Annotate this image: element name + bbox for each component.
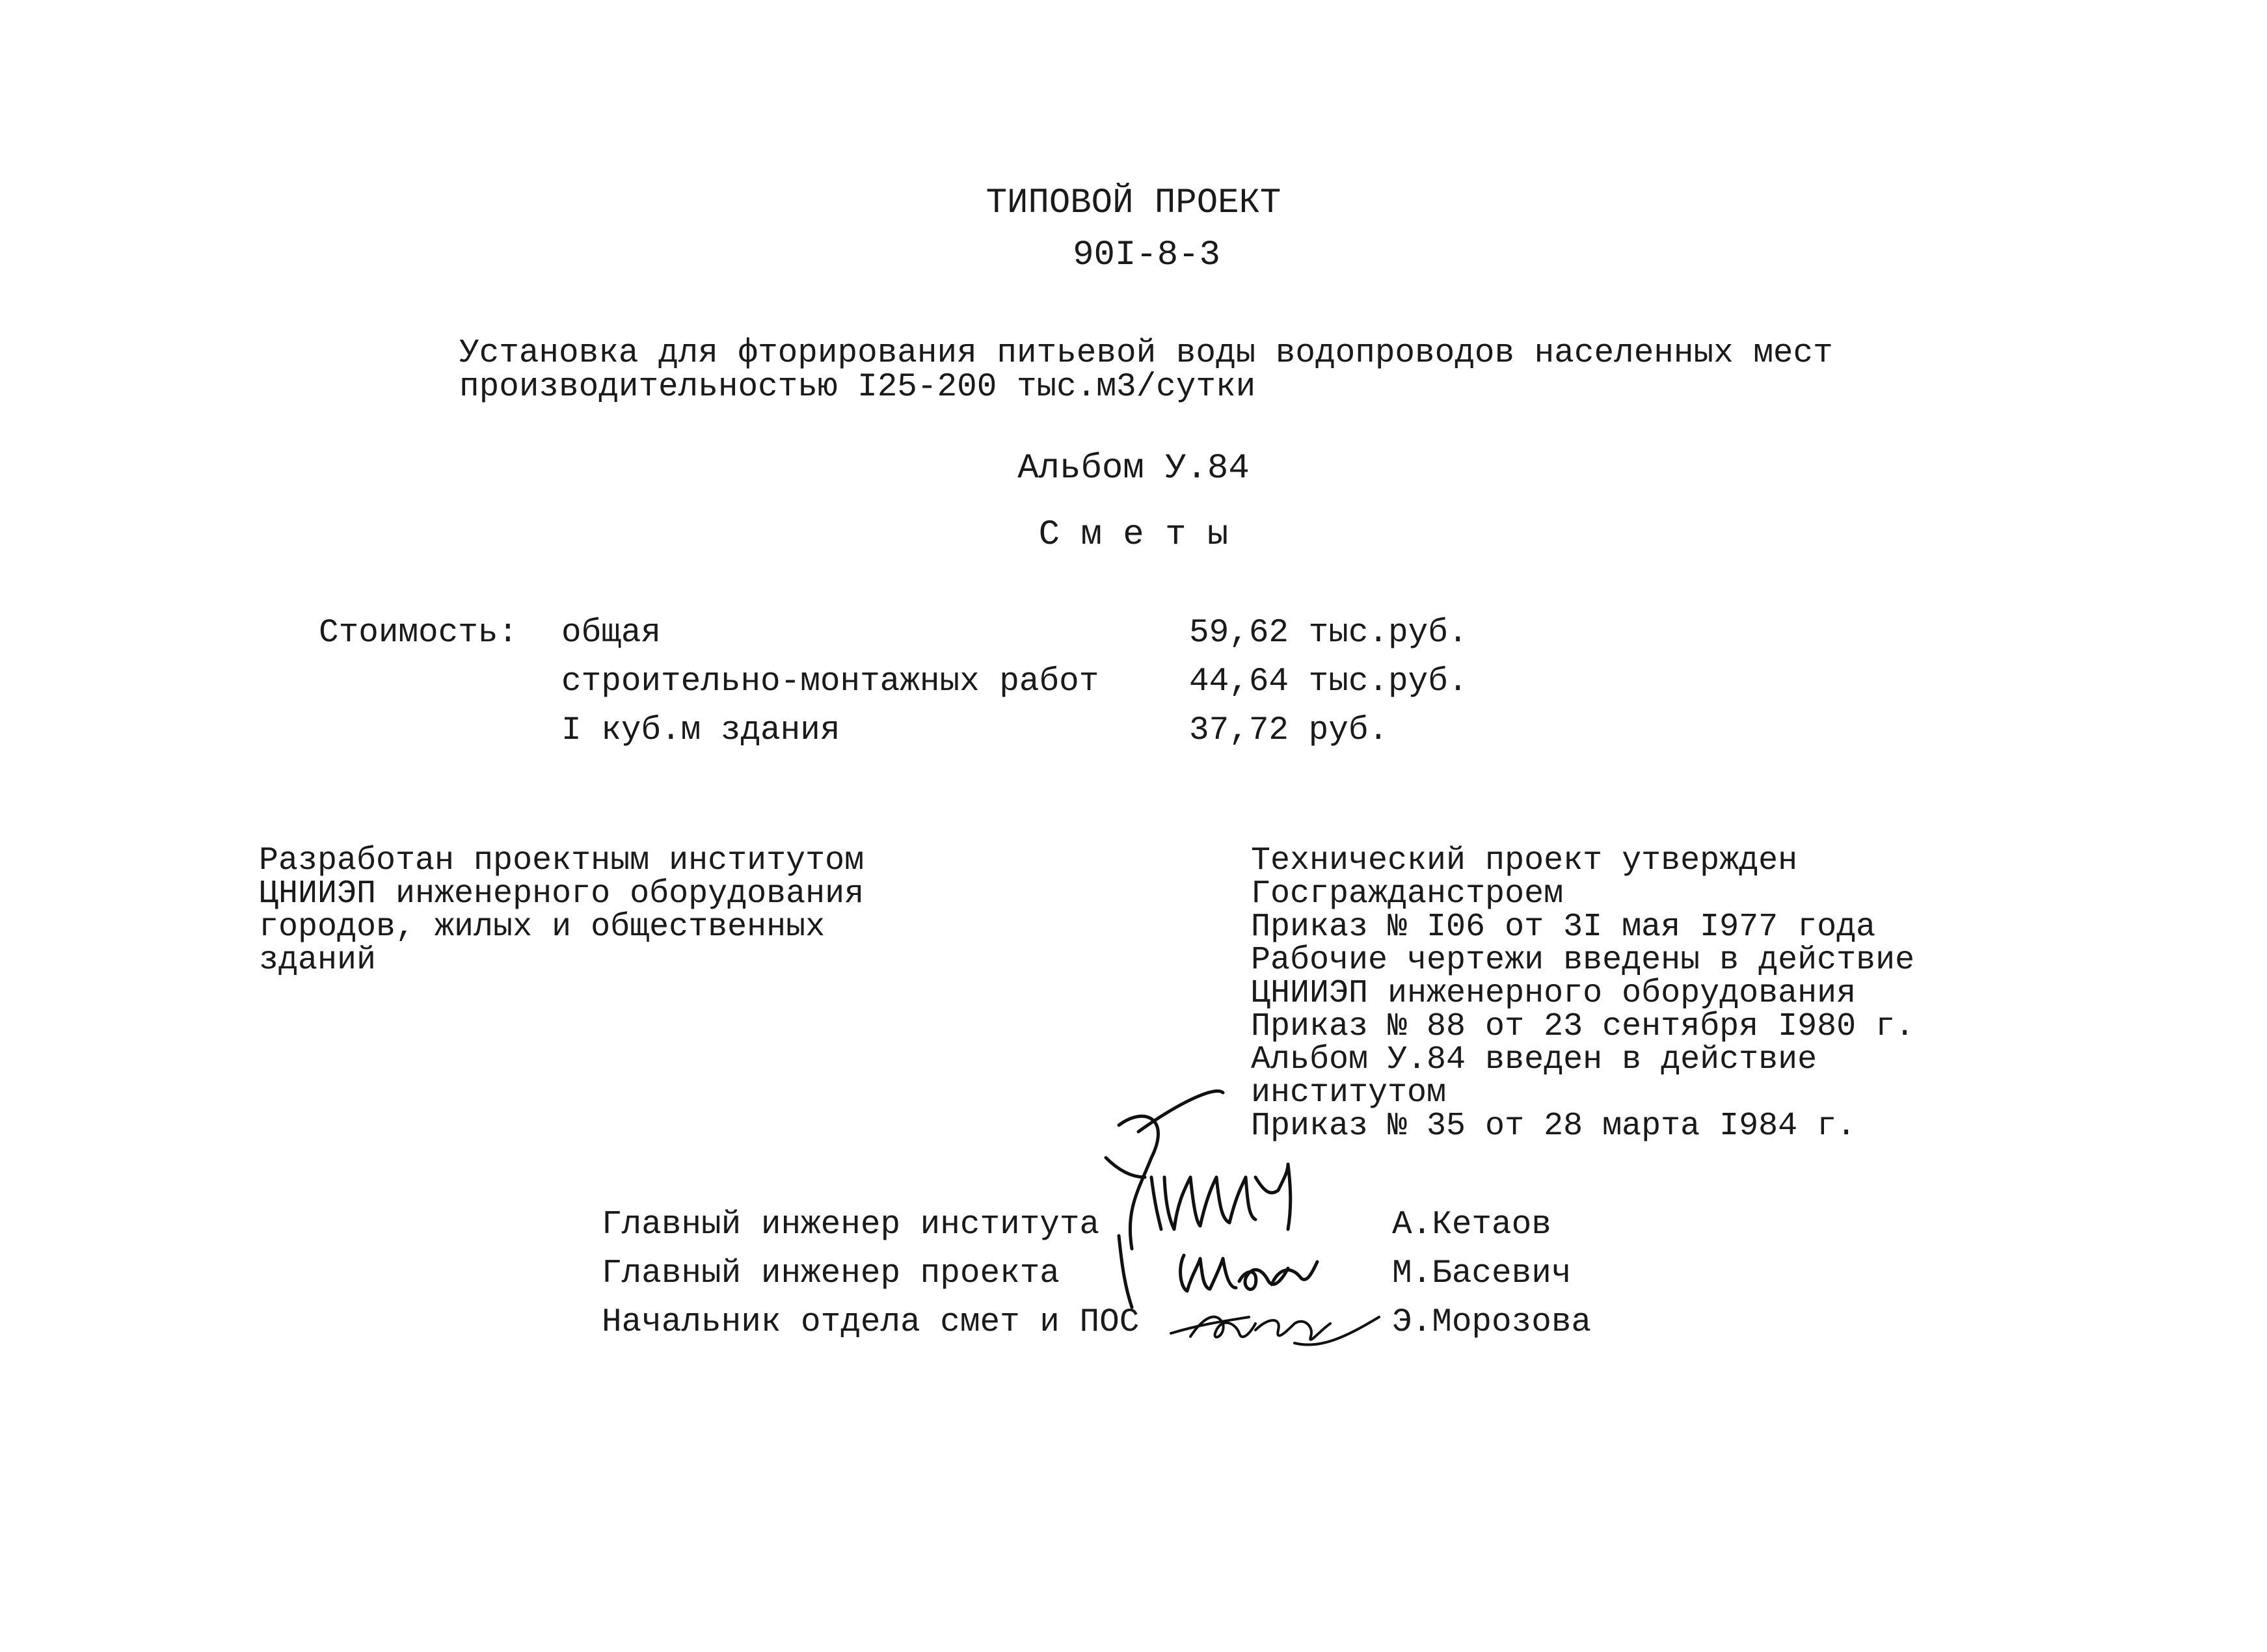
cost-name: общая	[561, 615, 662, 652]
cost-value: 44,64 тыс.руб.	[1189, 663, 1468, 700]
developer-line: Разработан проектным институтом	[259, 842, 865, 879]
section-title: С м е т ы	[1038, 515, 1229, 555]
approval-line: ЦНИИЭП инженерного оборудования	[1251, 975, 1857, 1012]
approval-line: Альбом У.84 введен в действие	[1251, 1041, 1818, 1078]
signature-head-estimates	[1164, 1291, 1399, 1369]
signatory-name: А.Кетаов	[1392, 1206, 1551, 1244]
approval-line: Госгражданстроем	[1251, 875, 1564, 913]
cost-name: I куб.м здания	[561, 712, 840, 749]
project-number: 90I-8-3	[1073, 235, 1220, 275]
developer-line: городов, жилых и общественных	[259, 909, 825, 946]
cost-value: 59,62 тыс.руб.	[1189, 615, 1468, 652]
approval-line: Рабочие чертежи введены в действие	[1251, 942, 1915, 979]
approval-line: институтом	[1251, 1074, 1447, 1112]
cost-value: 37,72 руб.	[1189, 712, 1389, 749]
cost-label: Стоимость:	[319, 615, 518, 652]
album-label: Альбом У.84	[1017, 449, 1250, 488]
developer-line: ЦНИИЭП инженерного оборудования	[259, 875, 865, 913]
signatory-name: М.Басевич	[1392, 1255, 1572, 1292]
approval-line: Приказ № 88 от 23 сентября I980 г.	[1251, 1008, 1915, 1045]
signatory-role: Главный инженер проекта	[602, 1255, 1060, 1292]
approval-line: Приказ № 35 от 28 марта I984 г.	[1251, 1108, 1857, 1145]
description-line: производительностью I25-200 тыс.м3/сутки	[459, 369, 1256, 406]
approval-line: Приказ № I06 от 3I мая I977 года	[1251, 909, 1876, 946]
cost-name: строительно-монтажных работ	[561, 663, 1099, 700]
signatory-role: Главный инженер института	[602, 1206, 1100, 1244]
approval-line: Технический проект утвержден	[1251, 842, 1798, 879]
developer-line: зданий	[259, 942, 377, 979]
description-line: Установка для фторирования питьевой воды водопроводов населенных мест	[459, 335, 1833, 372]
signatory-role: Начальник отдела смет и ПОС	[602, 1304, 1140, 1341]
doc-title: ТИПОВОЙ ПРОЕКТ	[986, 183, 1281, 223]
signatory-name: Э.Морозова	[1392, 1304, 1592, 1341]
